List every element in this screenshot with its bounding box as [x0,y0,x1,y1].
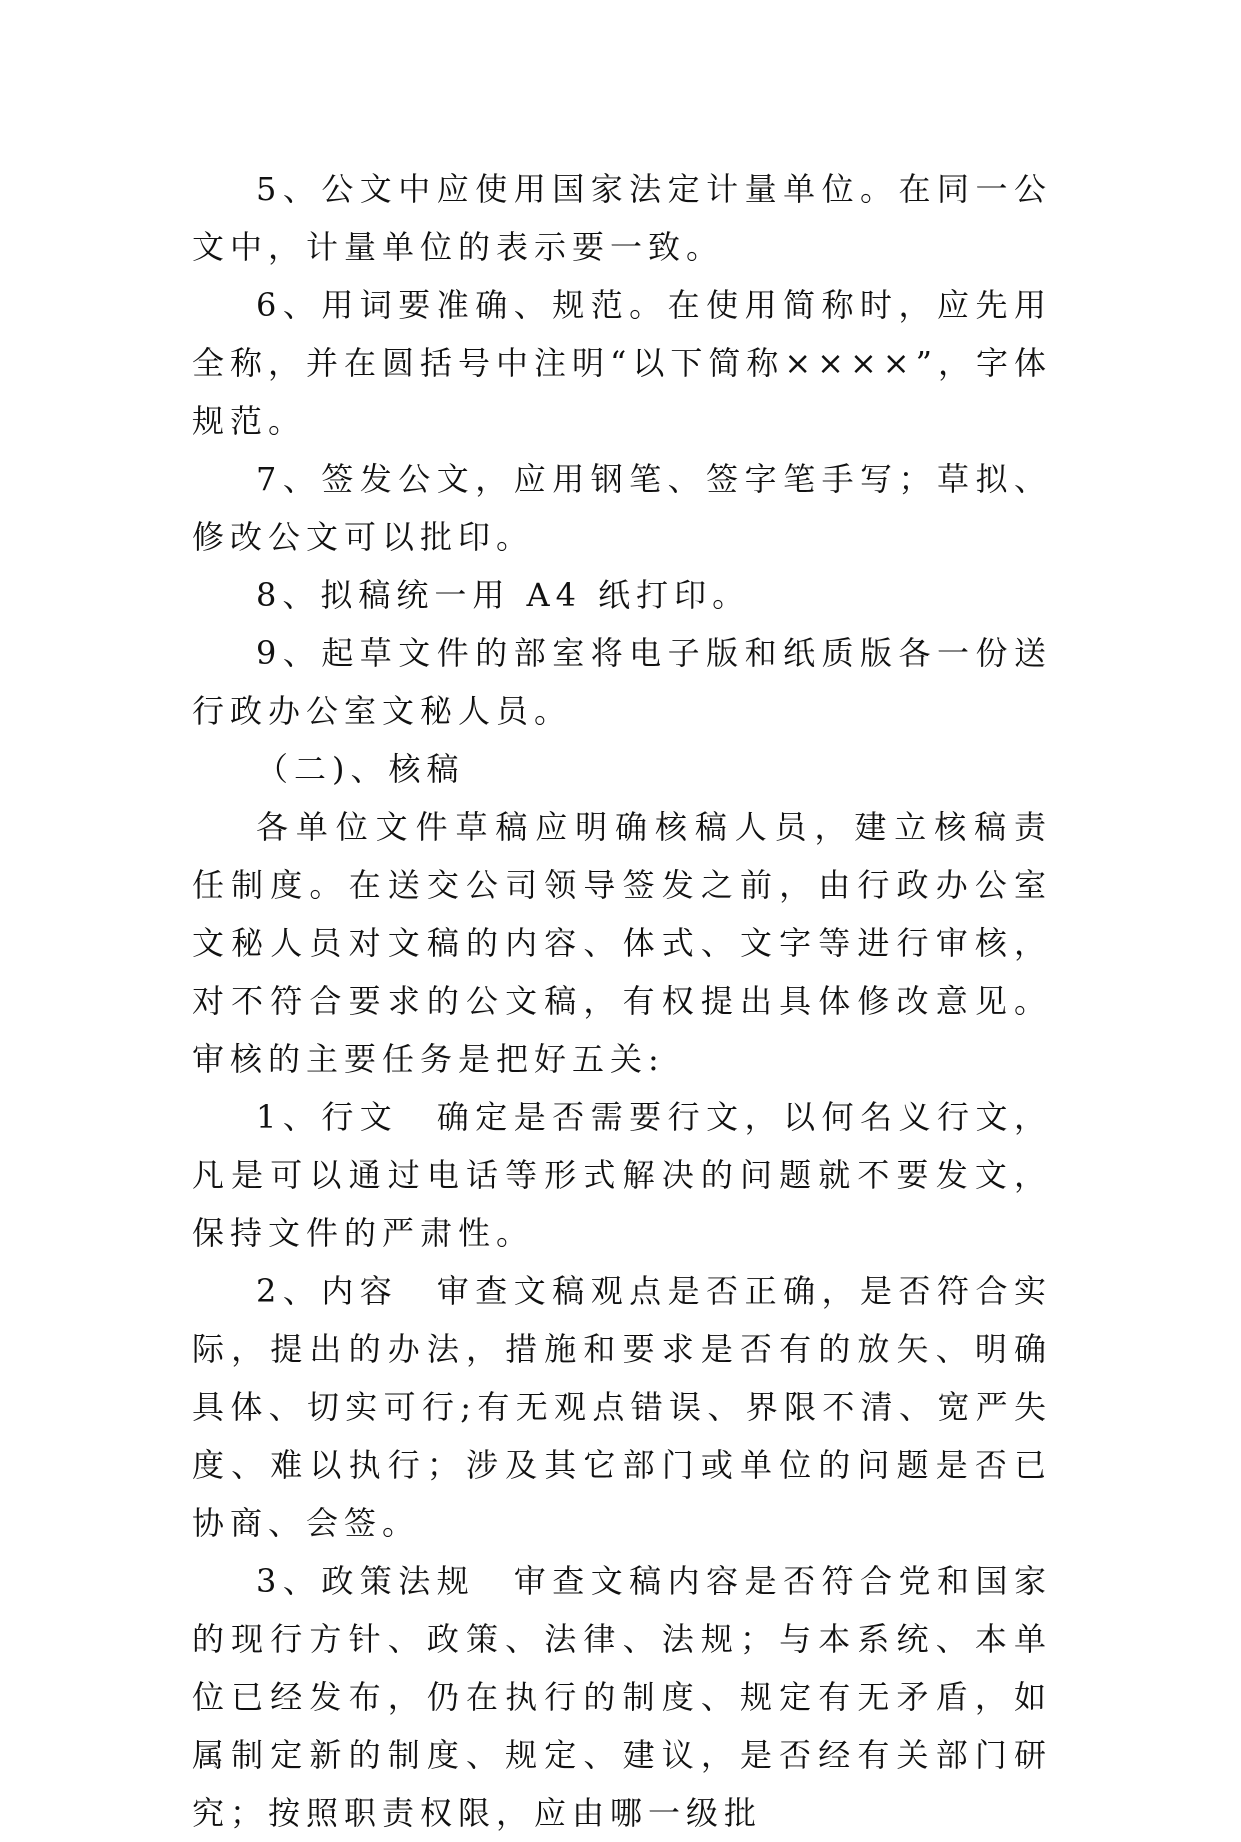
paragraph-item-9: 9、起草文件的部室将电子版和纸质版各一份送行政办公室文秘人员。 [192,634,1052,730]
section-intro-paragraph: 各单位文件草稿应明确核稿人员，建立核稿责任制度。在送交公司领导签发之前，由行政办公室文秘人员对文稿的内容、体式、文字等进行审核，对不符合要求的公文稿，有权提出具体修改意见。审核的主要任务是把好五关: [192,808,1052,1078]
document-body [192,160,1052,1842]
review-item-3: 3、政策法规 审查文稿内容是否符合党和国家的现行方针、政策、法律、法规；与本系统、本单位已经发布，仍在执行的制度、规定有无矛盾，如属制定新的制度、规定、建议，是否经有关部门研究；按照职责权限，应由哪一级批 [192,1562,1052,1832]
paragraph-item-7: 7、签发公文，应用钢笔、签字笔手写；草拟、修改公文可以批印。 [192,460,1052,556]
section-heading-review: （二)、核稿 [256,750,465,788]
paragraph-item-6: 6、用词要准确、规范。在使用简称时，应先用全称，并在圆括号中注明“以下简称××××”，字体规范。 [192,286,1052,440]
review-item-2: 2、内容 审查文稿观点是否正确，是否符合实际，提出的办法，措施和要求是否有的放矢、明确具体、切实可行;有无观点错误、界限不清、宽严失度、难以执行；涉及其它部门或单位的问题是否已协商、会签。 [192,1272,1052,1542]
review-item-1: 1、行文 确定是否需要行文，以何名义行文，凡是可以通过电话等形式解决的问题就不要发文，保持文件的严肃性。 [192,1098,1052,1252]
paragraph-item-8: 8、拟稿统一用 A4 纸打印。 [256,576,751,614]
paragraph-item-5: 5、公文中应使用国家法定计量单位。在同一公文中，计量单位的表示要一致。 [192,170,1052,266]
